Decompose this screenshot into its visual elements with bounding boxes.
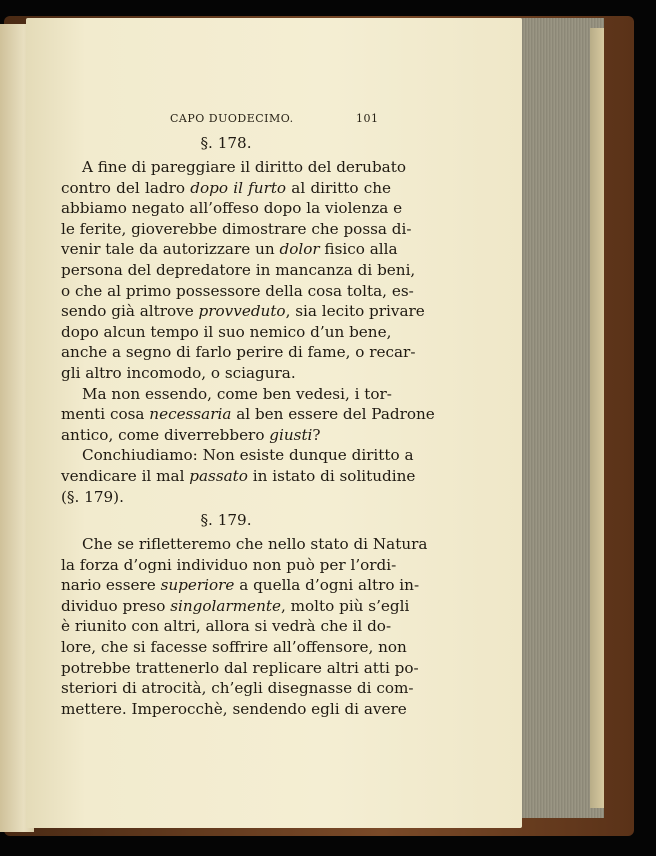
italic-term: dopo il furto <box>190 178 287 197</box>
text-line: potrebbe trattenerlo dal replicare altri atti po- <box>61 658 419 677</box>
text-line: le ferite, gioverebbe dimostrare che possa di- <box>61 219 412 238</box>
text-line: A fine di pareggiare il diritto del derubato <box>82 158 406 176</box>
fore-edge-shade <box>590 28 604 808</box>
text-line: menti cosa necessaria al ben essere del Padrone <box>61 405 435 424</box>
text-line: persona del depredatore in mancanza di beni, <box>61 260 416 279</box>
text-line: sendo già altrove provveduto, sia lecito privare <box>61 302 425 321</box>
text-line: dopo alcun tempo il suo nemico d’un bene, <box>61 322 392 341</box>
italic-term: giusti <box>269 425 313 444</box>
italic-term: superiore <box>160 576 235 595</box>
text-line: è riunito con altri, allora si vedrà che il do- <box>61 617 392 636</box>
italic-term: singolarmente <box>170 596 281 615</box>
page-number: 101 <box>356 112 379 125</box>
section-heading: §. 179. <box>200 511 252 530</box>
italic-term: provveduto <box>198 302 286 321</box>
text-line: la forza d’ogni individuo non può per l’ordi- <box>61 555 397 574</box>
text-line: Ma non essendo, come ben vedesi, i tor- <box>82 384 392 403</box>
text-line: gli altro incomodo, o sciagura. <box>61 363 296 382</box>
text-line: dividuo preso singolarmente, molto più s’egli <box>61 596 410 615</box>
chapter-title: CAPO DUODECIMO. <box>170 112 294 125</box>
page-body-text <box>61 130 435 719</box>
text-line: steriori di atrocità, ch’egli disegnasse di com- <box>61 679 414 698</box>
text-line: anche a segno di farlo perire di fame, o recar- <box>61 343 416 362</box>
section-heading: §. 178. <box>200 134 252 152</box>
italic-term: passato <box>189 466 248 485</box>
text-line: antico, come diverrebbero giusti? <box>61 425 321 444</box>
italic-term: dolor <box>279 240 320 259</box>
text-line: nario essere superiore a quella d’ogni altro in- <box>61 576 420 595</box>
text-line: vendicare il mal passato in istato di solitudine <box>61 466 416 485</box>
text-line: (§. 179). <box>61 487 124 506</box>
text-line: o che al primo possessore della cosa tolta, es- <box>61 281 414 300</box>
text-line: venir tale da autorizzare un dolor fisico alla <box>61 240 398 259</box>
text-line: Conchiudiamo: Non esiste dunque diritto a <box>82 446 414 465</box>
text-line: Che se rifletteremo che nello stato di Natura <box>82 535 428 554</box>
text-line: contro del ladro dopo il furto al diritto che <box>61 178 392 197</box>
text-line: mettere. Imperocchè, sendendo egli di avere <box>61 699 407 718</box>
text-line: abbiamo negato all’offeso dopo la violenza e <box>61 199 403 218</box>
text-line: lore, che si facesse soffrire all’offensore, non <box>61 638 407 657</box>
italic-term: necessaria <box>149 405 232 424</box>
